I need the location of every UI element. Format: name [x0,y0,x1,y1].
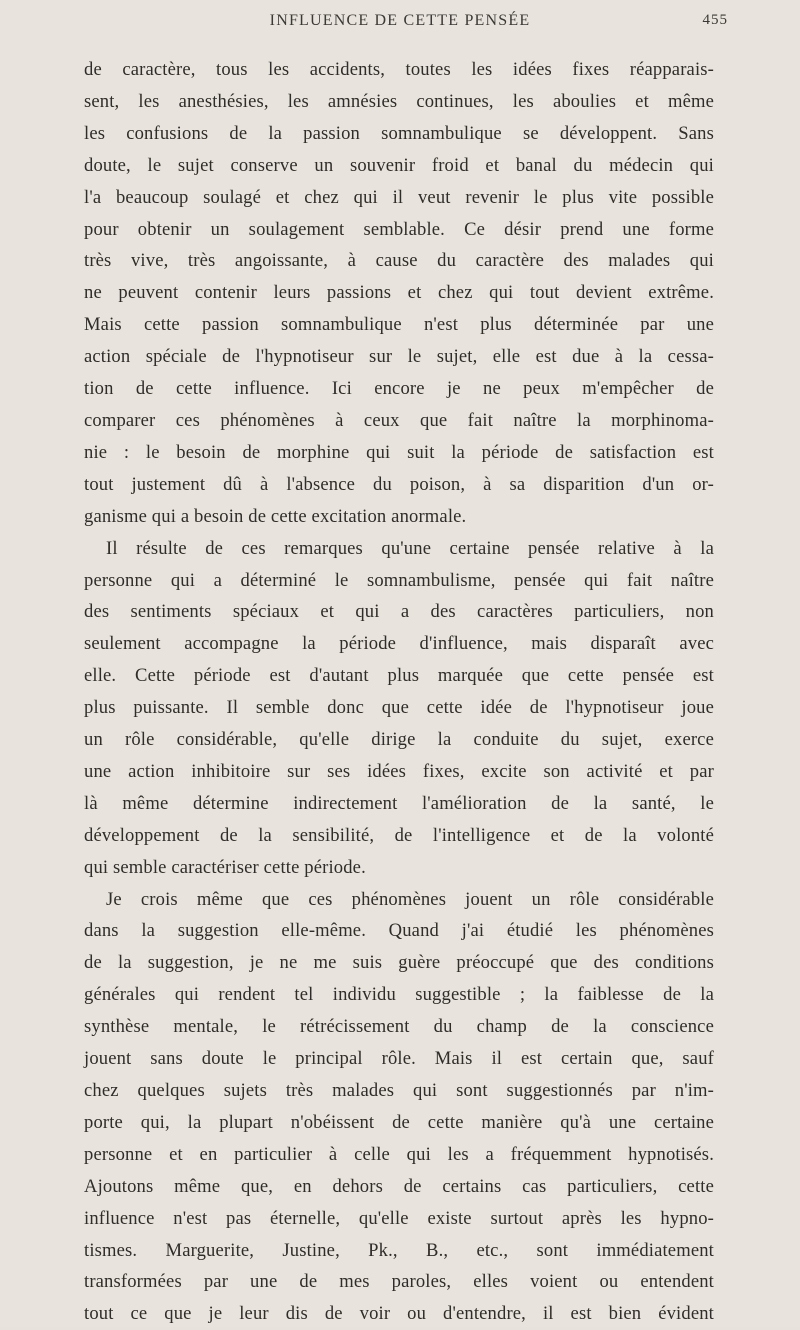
text-line: pour obtenir un soulagement semblable. Ce désir prend une forme [84,218,714,240]
text-line: tismes. Marguerite, Justine, Pk., B., etc., sont immédiatement [84,1239,714,1261]
text-line: dans la suggestion elle-même. Quand j'ai étudié les phénomènes [84,920,714,942]
paragraph [84,533,714,884]
running-title: INFLUENCE DE CETTE PENSÉE [269,12,531,29]
text-line: chez quelques sujets très malades qui sont suggestionnés par n'im- [84,1080,714,1101]
text-line: Je crois même que ces phénomènes jouent un rôle considérable [106,888,714,910]
text-line: qui semble caractériser cette période. [84,856,366,878]
text-line: tout ce que je leur dis de voir ou d'entendre, il est bien évident [84,1303,714,1325]
text-line: ganisme qui a besoin de cette excitation anormale. [84,505,467,527]
body-text [84,54,714,1330]
text-line: des sentiments spéciaux et qui a des caractères particuliers, non [84,601,714,623]
text-line: nie : le besoin de morphine qui suit la période de satisfaction est [84,441,714,463]
text-line: Mais cette passion somnambulique n'est plus déterminée par une [84,314,714,336]
page-number: 455 [702,12,728,28]
paragraph [84,884,714,1330]
text-line: doute, le sujet conserve un souvenir froid et banal du médecin qui [84,154,714,176]
paragraph [84,54,714,533]
text-line: synthèse mentale, le rétrécissement du champ de la conscience [84,1016,714,1038]
running-head [72,12,728,42]
text-line: Il résulte de ces remarques qu'une certaine pensée relative à la [106,537,714,559]
text-line: l'a beaucoup soulagé et chez qui il veut revenir le plus vite possible [84,186,714,208]
text-line: sent, les anesthésies, les amnésies continues, les aboulies et même [84,90,714,112]
text-line: elle. Cette période est d'autant plus marquée que cette pensée est [84,665,714,687]
text-line: générales qui rendent tel individu suggestible ; la faiblesse de la [84,984,714,1006]
text-line: les confusions de la passion somnambulique se développent. Sans [84,122,714,144]
text-line: de la suggestion, je ne me suis guère préoccupé que des conditions [84,952,714,974]
text-line: influence n'est pas éternelle, qu'elle existe surtout après les hypno- [84,1207,714,1229]
text-line: personne et en particulier à celle qui les a fréquemment hypnotisés. [84,1143,714,1165]
text-line: là même détermine indirectement l'amélioration de la santé, le [84,792,714,814]
text-line: porte qui, la plupart n'obéissent de cette manière qu'à une certaine [84,1111,714,1133]
text-line: personne qui a déterminé le somnambulisme, pensée qui fait naître [84,569,714,591]
text-line: ne peuvent contenir leurs passions et chez qui tout devient extrême. [84,282,714,304]
text-line: tion de cette influence. Ici encore je ne peux m'empêcher de [84,378,714,400]
text-line: jouent sans doute le principal rôle. Mais il est certain que, sauf [84,1048,714,1070]
text-line: seulement accompagne la période d'influence, mais disparaît avec [84,633,714,655]
text-line: transformées par une de mes paroles, elles voient ou entendent [84,1271,714,1293]
text-line: de caractère, tous les accidents, toutes les idées fixes réapparais- [84,59,714,80]
text-line: comparer ces phénomènes à ceux que fait naître la morphinoma- [84,409,714,431]
text-line: plus puissante. Il semble donc que cette idée de l'hypnotiseur joue [84,697,714,719]
text-line: Ajoutons même que, en dehors de certains cas particuliers, cette [84,1175,714,1197]
text-line: développement de la sensibilité, de l'intelligence et de la volonté [84,824,714,846]
text-line: action spéciale de l'hypnotiseur sur le sujet, elle est due à la cessa- [84,346,714,368]
text-line: un rôle considérable, qu'elle dirige la conduite du sujet, exerce [84,729,714,751]
text-line: tout justement dû à l'absence du poison, à sa disparition d'un or- [84,473,714,495]
text-line: une action inhibitoire sur ses idées fixes, excite son activité et par [84,760,714,782]
text-line: très vive, très angoissante, à cause du caractère des malades qui [84,250,714,272]
